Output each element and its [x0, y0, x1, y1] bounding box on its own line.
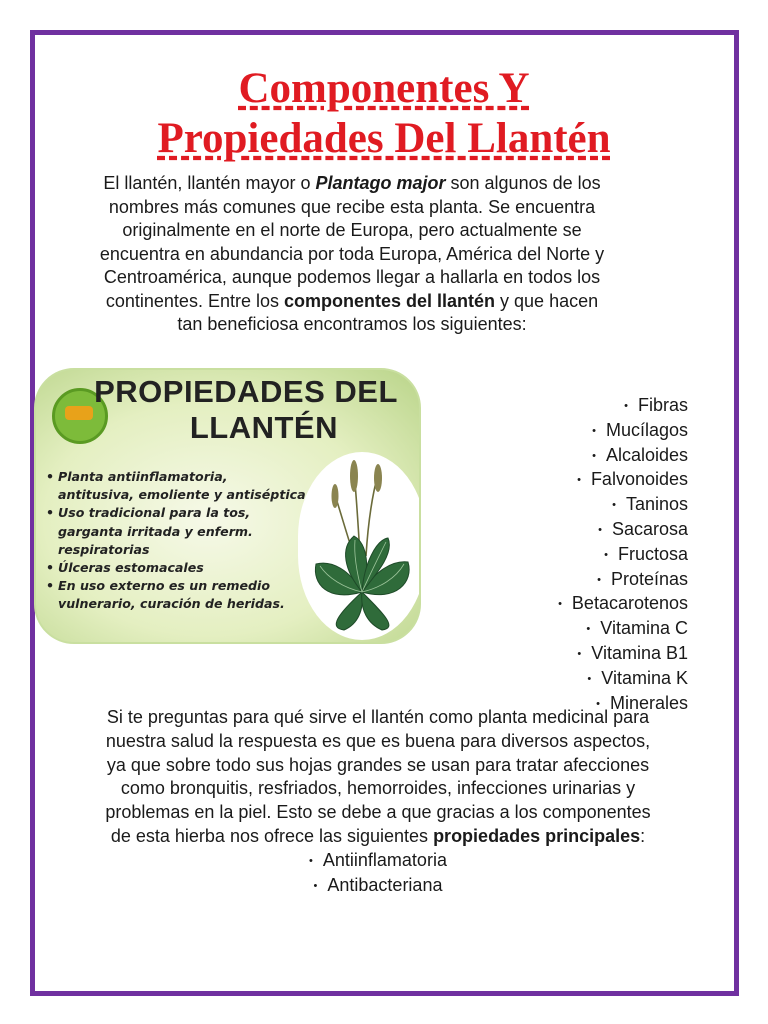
component-item: • Mucílagos [558, 419, 688, 444]
intro-text-3: y que hacen tan beneficiosa encontramos los siguientes: [177, 290, 599, 334]
plantain-plant-icon [298, 452, 421, 640]
outro-properties-emphasis: propiedades principales [433, 825, 641, 846]
intro-text-1: El llantén, llantén mayor o [103, 173, 316, 193]
properties-poster-image [34, 368, 421, 644]
component-item: • Vitamina K [558, 667, 688, 692]
poster-bullet-item: • En uso externo es un remedio vulnerario, curación de heridas. [46, 577, 306, 613]
component-item: • Alcaloides [558, 444, 688, 469]
poster-title-line-1: PROPIEDADES DEL [94, 374, 398, 409]
component-item: • Minerales [558, 692, 688, 717]
component-item: • Betacarotenos [558, 592, 688, 617]
component-item: • Taninos [558, 493, 688, 518]
component-item: • Vitamina B1 [558, 642, 688, 667]
poster-title [86, 374, 406, 446]
outro-text-2: : [640, 825, 646, 846]
property-item: • Antibacteriana [98, 874, 658, 899]
intro-text-2: son algunos de los nombres más comunes que recibe esta planta. Se encuentra originalmente en el norte de Europa, pero actualmente se encuentra en abundancia por toda Europa, América del Norte y Centroamérica, aunque podemos llegar a hallarla en todos los continentes. Entre los [99, 173, 605, 311]
properties-list [98, 849, 658, 899]
poster-bullet-item: • Uso tradicional para la tos, garganta irritada y enferm. respiratorias [46, 504, 306, 559]
poster-title-line-2: LLANTÉN [189, 410, 338, 445]
outro-text-1: Si te preguntas para qué sirve el llantén como planta medicinal para nuestra salud la respuesta es que es buena para diversos aspectos, ya que sobre todo sus hojas grandes se usan para tratar afecciones como bronquitis, resfriados, hemorroides, infecciones urinarias y problemas en la piel. Esto se debe a que gracias a los componentes de esta hierba nos ofrece las siguientes [105, 707, 651, 846]
intro-components-emphasis: componentes del llantén [283, 290, 496, 311]
intro-scientific-name: Plantago major [315, 173, 446, 193]
component-item: • Fructosa [558, 543, 688, 568]
intro-paragraph [98, 172, 606, 337]
component-item: • Fibras [558, 394, 688, 419]
outro-paragraph [98, 706, 658, 898]
component-item: • Vitamina C [558, 617, 688, 642]
property-item: • Antiinflamatoria [98, 849, 658, 874]
poster-bullet-list [46, 468, 306, 614]
title-line-1: Componentes Y [238, 65, 530, 112]
component-item: • Falvonoides [558, 468, 688, 493]
poster-bullet-item: • Úlceras estomacales [46, 559, 306, 577]
component-item: • Proteínas [558, 568, 688, 593]
component-item: • Sacarosa [558, 518, 688, 543]
title-line-2: Propiedades Del Llantén [157, 115, 611, 162]
components-list [558, 394, 688, 716]
page-title [0, 64, 768, 164]
poster-bullet-item: • Planta antiinflamatoria, antitusiva, emoliente y antiséptica [46, 468, 306, 504]
